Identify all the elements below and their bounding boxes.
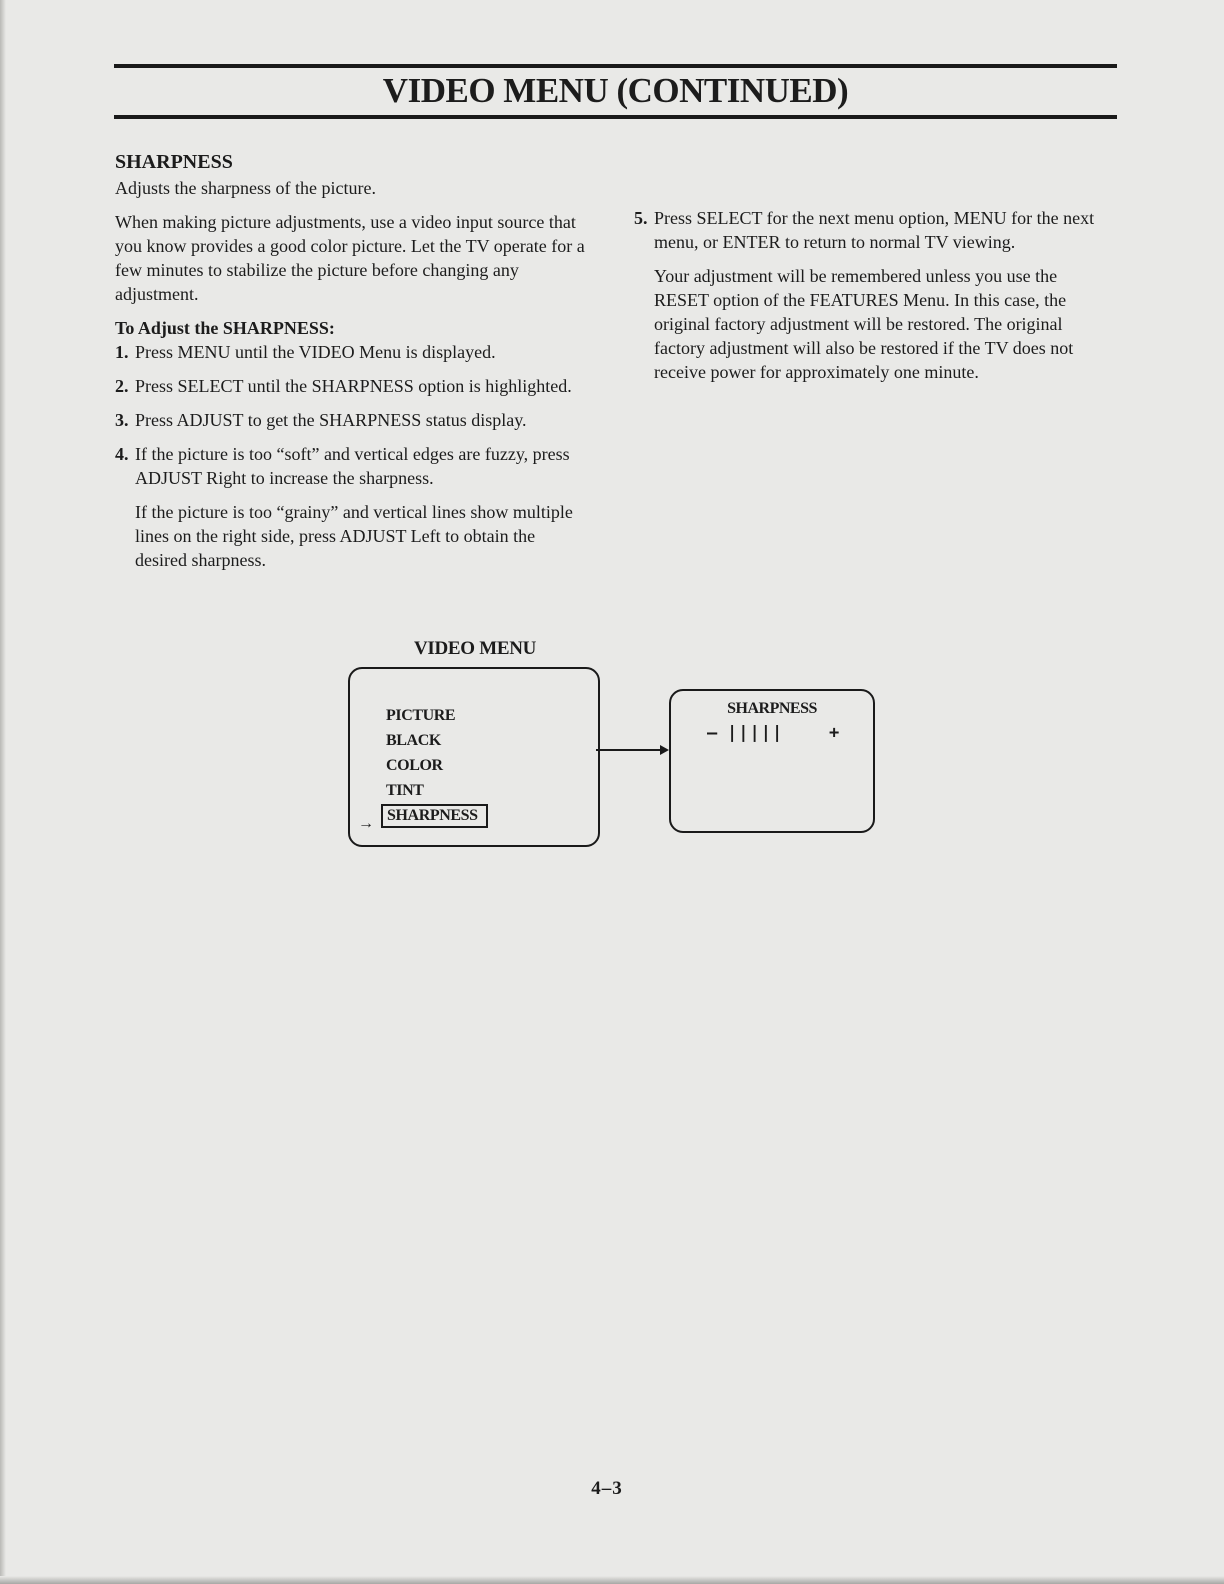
menu-item-color: COLOR	[386, 757, 443, 774]
connector-arrow-icon	[596, 740, 670, 760]
section-intro: Adjusts the sharpness of the picture.	[115, 178, 376, 198]
page-edge	[0, 0, 6, 1584]
step-item	[634, 206, 1096, 384]
section-heading: SHARPNESS	[115, 151, 233, 173]
step-text: If the picture is too “soft” and vertical edges are fuzzy, press ADJUST Right to increase the sharpness.	[135, 444, 570, 488]
title-rule-bottom	[114, 115, 1117, 119]
scale-bars: |||||	[727, 723, 784, 743]
menu-item-picture: PICTURE	[386, 707, 456, 724]
steps-list	[634, 206, 1096, 384]
step-extra-text: If the picture is too “grainy” and vertical lines show multiple lines on the right side, press ADJUST Left to obtain the desired sharpness.	[135, 502, 573, 570]
selection-pointer-icon: →	[358, 815, 374, 832]
sharpness-status-box	[669, 689, 875, 833]
step-number: 3.	[115, 410, 129, 430]
step-number: 2.	[115, 376, 129, 396]
step-item	[115, 408, 590, 432]
step-text: Press MENU until the VIDEO Menu is displayed.	[135, 342, 496, 362]
procedure-heading: To Adjust the SHARPNESS:	[115, 318, 335, 338]
step-text: Press SELECT until the SHARPNESS option is highlighted.	[135, 376, 572, 396]
step-number: 5.	[634, 208, 648, 228]
step-number: 1.	[115, 342, 129, 362]
note-paragraph: Your adjustment will be remembered unless you use the RESET option of the FEATURES Menu. In this case, the original factory adjustment will be restored. The original factory adjustment will also be restored if the TV does not receive power for approximately one minute.	[654, 266, 1074, 382]
step-item	[115, 340, 590, 364]
menu-item-sharpness-selected: SHARPNESS	[381, 804, 488, 828]
scale-minus: –	[707, 723, 718, 743]
step-text: Press ADJUST to get the SHARPNESS status display.	[135, 410, 527, 430]
left-column	[115, 148, 590, 582]
page-title: VIDEO MENU (CONTINUED)	[382, 71, 849, 110]
step-text: Press SELECT for the next menu option, MENU for the next menu, or ENTER to return to normal TV viewing.	[654, 208, 1095, 252]
menu-item-tint: TINT	[386, 782, 424, 799]
status-label: SHARPNESS	[727, 700, 817, 717]
step-number: 4.	[115, 444, 129, 464]
body-paragraph: When making picture adjustments, use a video input source that you know provides a good color picture. Let the TV operate for a few minutes to stabilize the picture before changing any adjustment.	[115, 212, 585, 304]
video-menu-box	[348, 667, 600, 847]
step-item	[115, 374, 590, 398]
page-number: 4–3	[591, 1478, 623, 1499]
scale-plus: +	[829, 723, 840, 743]
step-item	[115, 442, 590, 572]
diagram-title: VIDEO MENU	[413, 638, 537, 659]
right-column	[634, 206, 1096, 394]
page-edge	[0, 1576, 1224, 1584]
steps-list	[115, 340, 590, 572]
menu-item-black: BLACK	[386, 732, 441, 749]
